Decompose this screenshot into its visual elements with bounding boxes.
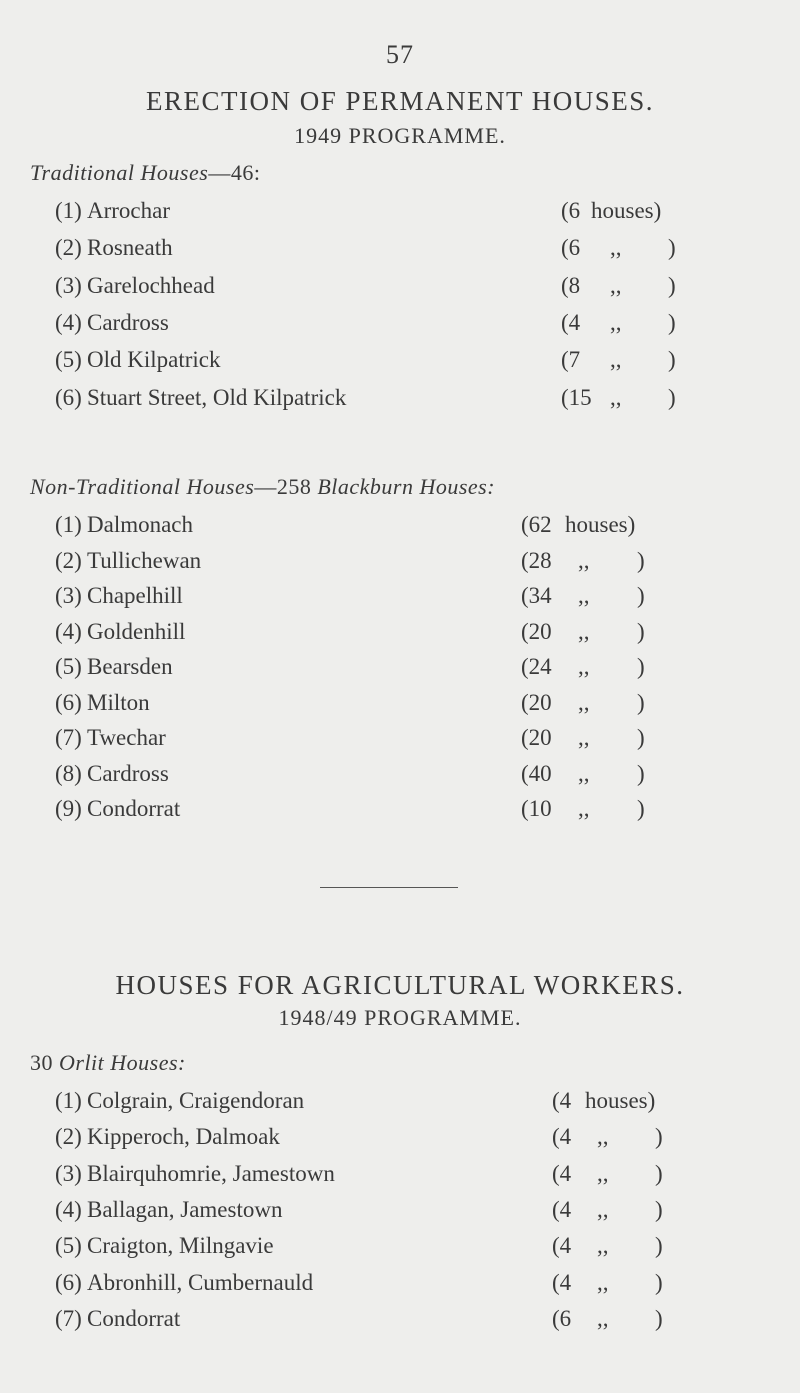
list-item [55, 723, 775, 753]
location-name: Condorrat [87, 796, 181, 821]
item-number: (1) [55, 198, 82, 223]
ditto-mark: ,, [597, 1305, 609, 1331]
item-number: (3) [55, 272, 82, 298]
list-item [55, 233, 775, 263]
closing-paren: ) [655, 1269, 663, 1295]
closing-paren: ) [668, 235, 676, 261]
item-number: (4) [55, 1196, 82, 1222]
house-count: (4 [552, 1124, 572, 1150]
list-item [55, 546, 775, 576]
ditto-mark: ,, [610, 309, 622, 335]
orlit-houses-label [30, 1050, 186, 1076]
ditto-mark: ,, [610, 235, 622, 261]
item-number: (4) [55, 618, 82, 644]
item-number: (2) [55, 235, 82, 261]
house-count: (4 [552, 1196, 572, 1222]
house-count: (20 [521, 618, 552, 644]
closing-paren: ) [637, 689, 645, 715]
house-count: (4 [561, 309, 581, 335]
item-number: (3) [55, 1160, 82, 1186]
list-item [55, 1304, 775, 1334]
location-name: Garelochhead [87, 272, 215, 298]
ditto-mark: ,, [597, 1160, 609, 1186]
item-number: (3) [55, 583, 82, 608]
ditto-mark: ,, [578, 618, 590, 644]
location-name: Kipperoch, Dalmoak [87, 1124, 280, 1150]
house-count: (62 [521, 512, 552, 537]
ditto-mark: ,, [578, 725, 590, 750]
non-traditional-houses-count: —258 [254, 474, 318, 499]
traditional-houses-title: Traditional Houses [30, 160, 209, 185]
closing-paren: ) [655, 1233, 663, 1259]
ditto-mark: ,, [578, 654, 590, 679]
location-name: Milton [87, 689, 150, 715]
closing-paren: ) [637, 654, 645, 679]
house-count: (10 [521, 796, 552, 821]
ditto-mark: ,, [597, 1196, 609, 1222]
list-item [55, 1195, 775, 1225]
ditto-mark: ,, [578, 583, 590, 608]
ditto-mark: ,, [578, 760, 590, 786]
closing-paren: ) [655, 1160, 663, 1186]
house-count: (8 [561, 272, 581, 298]
list-item [55, 1159, 775, 1189]
item-number: (8) [55, 760, 82, 786]
house-count: (6 [561, 198, 581, 223]
list-item [55, 308, 775, 338]
item-number: (4) [55, 309, 82, 335]
location-name: Goldenhill [87, 618, 186, 644]
house-count: (20 [521, 689, 552, 715]
location-name: Chapelhill [87, 583, 183, 608]
list-item [55, 581, 775, 611]
closing-paren: ) [668, 272, 676, 298]
location-name: Ballagan, Jamestown [87, 1196, 283, 1222]
house-count: (4 [552, 1160, 572, 1186]
list-item [55, 1231, 775, 1261]
section-divider [320, 887, 458, 888]
ditto-mark: ,, [610, 347, 622, 373]
house-count: (4 [552, 1269, 572, 1295]
list-item [55, 688, 775, 718]
item-number: (7) [55, 725, 82, 750]
item-number: (1) [55, 1088, 82, 1113]
ditto-mark: ,, [597, 1233, 609, 1259]
section-subheading-1948-49: 1948/49 PROGRAMME. [278, 1005, 522, 1030]
blackburn-houses-label: Blackburn Houses: [317, 474, 496, 499]
location-name: Blairquhomrie, Jamestown [87, 1160, 335, 1186]
location-name: Condorrat [87, 1305, 181, 1331]
item-number: (6) [55, 384, 82, 410]
list-item [55, 1268, 775, 1298]
closing-paren: ) [637, 547, 645, 573]
closing-paren: ) [637, 618, 645, 644]
closing-paren: ) [637, 796, 645, 821]
list-item [55, 510, 775, 540]
house-count: (24 [521, 654, 552, 679]
house-count: (6 [561, 235, 581, 261]
ditto-mark: ,, [597, 1269, 609, 1295]
house-count: (40 [521, 760, 552, 786]
location-name: Cardross [87, 760, 169, 786]
item-number: (2) [55, 1124, 82, 1150]
list-item [55, 345, 775, 375]
non-traditional-houses-label [30, 474, 495, 500]
location-name: Craigton, Milngavie [87, 1233, 274, 1259]
list-item [55, 759, 775, 789]
closing-paren: ) [668, 309, 676, 335]
house-count: (28 [521, 547, 552, 573]
item-number: (5) [55, 654, 82, 679]
closing-paren: ) [637, 583, 645, 608]
house-count: (6 [552, 1305, 572, 1331]
location-name: Twechar [87, 725, 166, 750]
houses-unit: houses) [591, 198, 662, 223]
item-number: (1) [55, 512, 82, 537]
house-count: (15 [561, 384, 592, 410]
list-item [55, 1086, 775, 1116]
traditional-houses-label [30, 160, 260, 186]
closing-paren: ) [668, 347, 676, 373]
location-name: Bearsden [87, 654, 173, 679]
orlit-houses-title: Orlit Houses: [59, 1050, 186, 1075]
location-name: Stuart Street, Old Kilpatrick [87, 384, 347, 410]
orlit-houses-count: 30 [30, 1050, 59, 1075]
non-traditional-houses-title: Non-Traditional Houses [30, 474, 255, 499]
closing-paren: ) [637, 760, 645, 786]
item-number: (7) [55, 1305, 82, 1331]
location-name: Tullichewan [87, 547, 202, 573]
houses-unit: houses) [585, 1088, 656, 1113]
list-item [55, 617, 775, 647]
item-number: (6) [55, 1269, 82, 1295]
page-number: 57 [386, 40, 414, 69]
list-item [55, 1122, 775, 1152]
location-name: Rosneath [87, 235, 173, 261]
list-item [55, 271, 775, 301]
list-item [55, 794, 775, 824]
houses-unit: houses) [565, 512, 636, 537]
ditto-mark: ,, [610, 384, 622, 410]
house-count: (7 [561, 347, 581, 373]
closing-paren: ) [655, 1305, 663, 1331]
item-number: (2) [55, 547, 82, 573]
ditto-mark: ,, [578, 547, 590, 573]
list-item [55, 383, 775, 413]
section-subheading-1949: 1949 PROGRAMME. [294, 123, 506, 148]
ditto-mark: ,, [610, 272, 622, 298]
traditional-houses-count: —46: [208, 160, 261, 185]
item-number: (6) [55, 689, 82, 715]
closing-paren: ) [668, 384, 676, 410]
item-number: (5) [55, 347, 82, 373]
house-count: (4 [552, 1088, 572, 1113]
closing-paren: ) [637, 725, 645, 750]
item-number: (5) [55, 1233, 82, 1259]
location-name: Colgrain, Craigendoran [87, 1088, 305, 1113]
house-count: (34 [521, 583, 552, 608]
closing-paren: ) [655, 1124, 663, 1150]
house-count: (4 [552, 1233, 572, 1259]
section-heading-permanent-houses: ERECTION OF PERMANENT HOUSES. [145, 86, 655, 116]
ditto-mark: ,, [578, 796, 590, 821]
list-item [55, 196, 775, 226]
house-count: (20 [521, 725, 552, 750]
section-heading-agricultural-workers: HOUSES FOR AGRICULTURAL WORKERS. [115, 970, 685, 1000]
ditto-mark: ,, [597, 1124, 609, 1150]
location-name: Arrochar [87, 198, 171, 223]
closing-paren: ) [655, 1196, 663, 1222]
item-number: (9) [55, 796, 82, 821]
location-name: Old Kilpatrick [87, 347, 221, 373]
location-name: Abronhill, Cumbernauld [87, 1269, 314, 1295]
ditto-mark: ,, [578, 689, 590, 715]
list-item [55, 652, 775, 682]
location-name: Cardross [87, 309, 169, 335]
location-name: Dalmonach [87, 512, 194, 537]
